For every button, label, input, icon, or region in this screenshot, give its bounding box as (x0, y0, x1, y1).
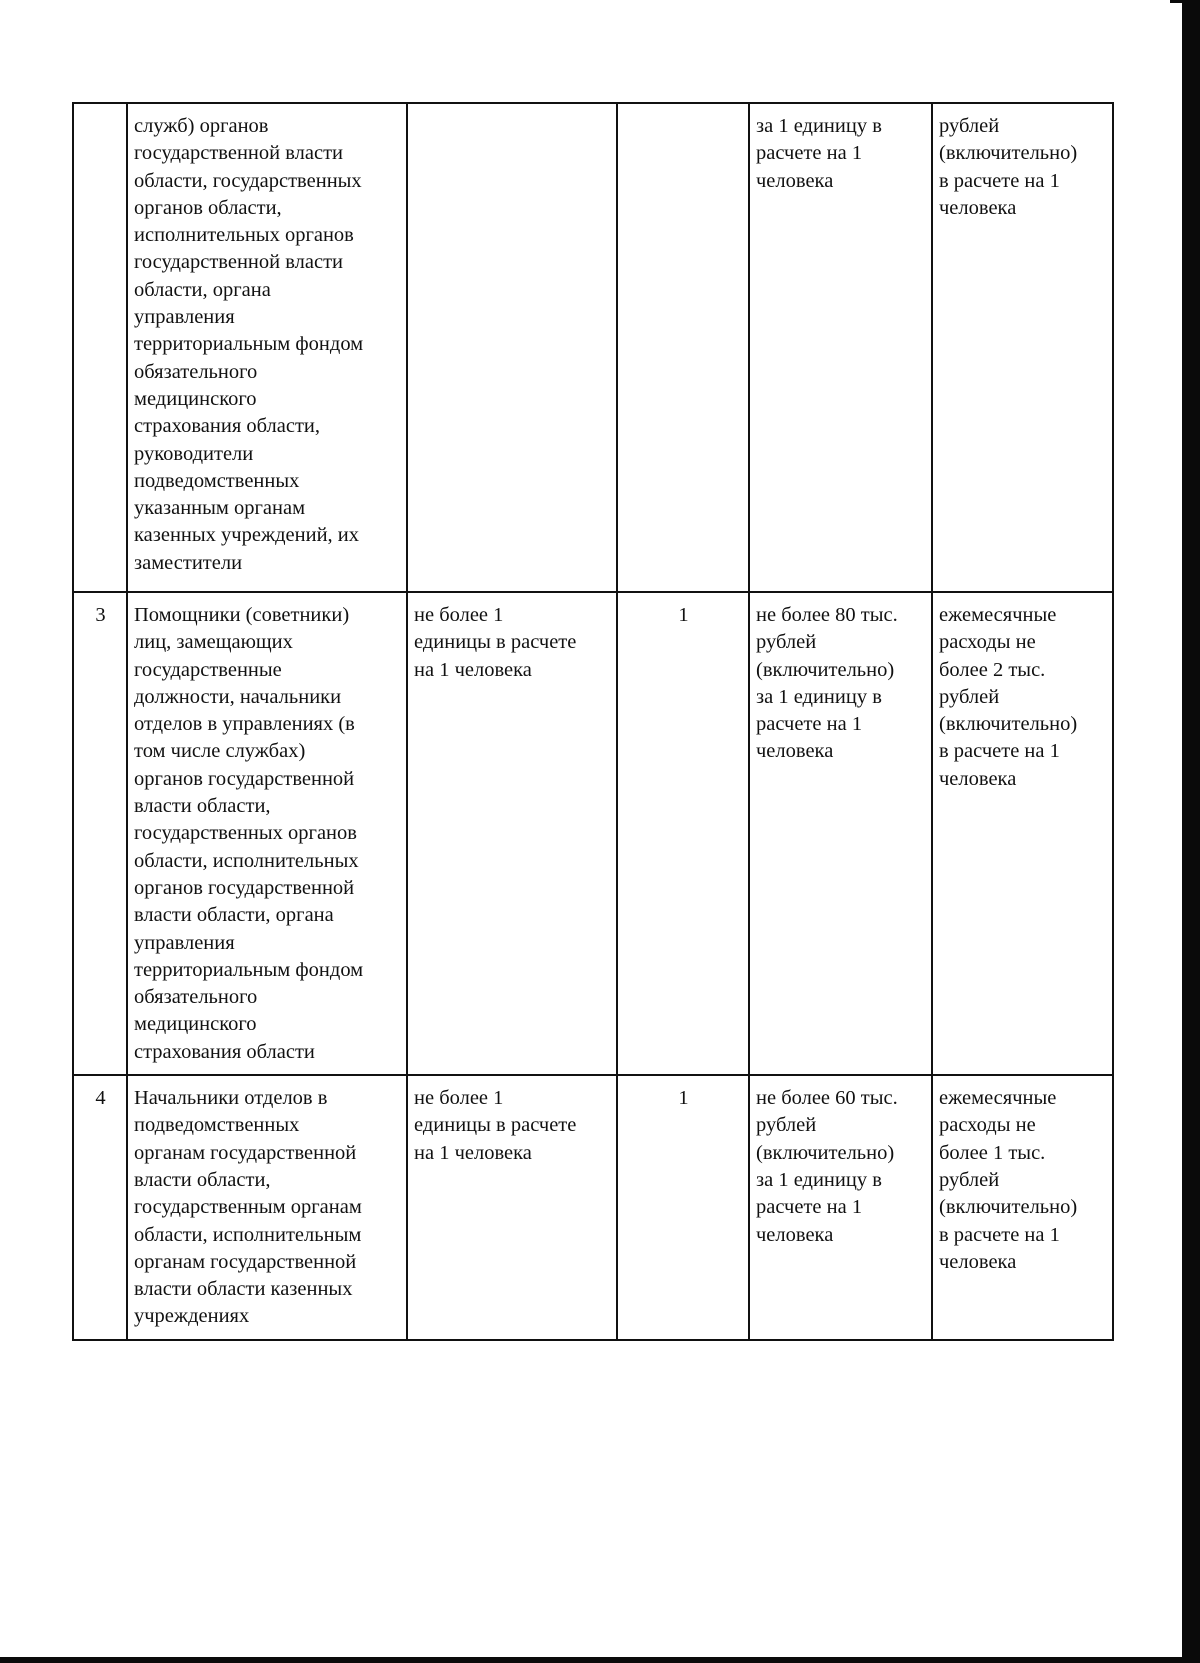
quantity-cell: 1 (617, 1075, 749, 1340)
quantity-cell: 1 (617, 592, 749, 1075)
quantity-norm-cell: не более 1 единицы в расчете на 1 человека (407, 592, 617, 1075)
norms-table (72, 102, 1114, 1341)
expense-norm-cell: ежемесячные расходы не более 1 тыс. рублей (включительно) в расчете на 1 человека (932, 1075, 1113, 1340)
price-norm-cell: не более 60 тыс. рублей (включительно) за 1 единицу в расчете на 1 человека (749, 1075, 932, 1340)
table-row (73, 1075, 1113, 1340)
scan-border-bottom (0, 1657, 1200, 1663)
quantity-cell (617, 103, 749, 592)
position-cell: Помощники (советники) лиц, замещающих государственные должности, начальники отделов в управлениях (в том числе службах) органов государственной власти области, государственных органов области, исполнительных органов государственной власти области, органа управления территориальным фондом обязательного медицинского страхования области (127, 592, 407, 1075)
price-norm-cell: за 1 единицу в расчете на 1 человека (749, 103, 932, 592)
position-cell: служб) органов государственной власти области, государственных органов области, исполнительных органов государственной власти области, органа управления территориальным фондом обязательного медицинского страхования области, руководители подведомственных указанным органам казенных учреждений, их заместители (127, 103, 407, 592)
table-row (73, 103, 1113, 592)
row-number-cell: 3 (73, 592, 127, 1075)
scan-border-right (1182, 0, 1200, 1663)
expense-norm-cell: рублей (включительно) в расчете на 1 человека (932, 103, 1113, 592)
table-row (73, 592, 1113, 1075)
expense-norm-cell: ежемесячные расходы не более 2 тыс. рублей (включительно) в расчете на 1 человека (932, 592, 1113, 1075)
quantity-norm-cell (407, 103, 617, 592)
quantity-norm-cell: не более 1 единицы в расчете на 1 человека (407, 1075, 617, 1340)
row-number-cell (73, 103, 127, 592)
scan-border-top-mark (1170, 0, 1182, 3)
position-cell: Начальники отделов в подведомственных органам государственной власти области, государственным органам области, исполнительным органам государственной власти области казенных учреждениях (127, 1075, 407, 1340)
row-number-cell: 4 (73, 1075, 127, 1340)
price-norm-cell: не более 80 тыс. рублей (включительно) за 1 единицу в расчете на 1 человека (749, 592, 932, 1075)
